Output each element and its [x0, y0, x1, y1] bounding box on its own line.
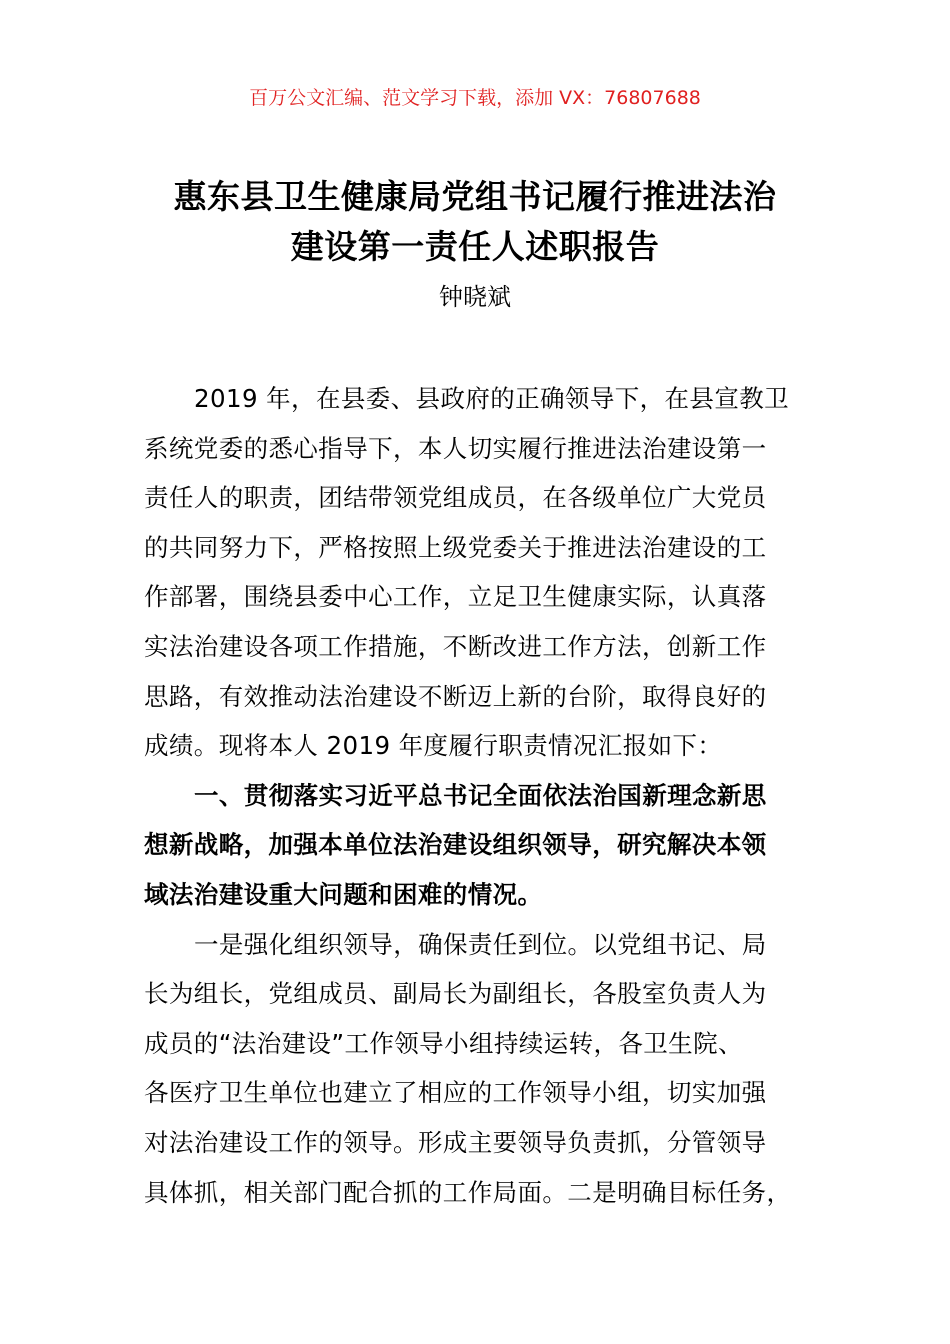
text-line: 系统党委的悉心指导下，本人切实履行推进法治建设第一	[144, 433, 767, 463]
text-line: 责任人的职责，团结带领党组成员，在各级单位广大党员	[144, 483, 767, 513]
text-line: 具体抓，相关部门配合抓的工作局面。二是明确目标任务，	[144, 1177, 792, 1207]
title-line-1: 惠东县卫生健康局党组书记履行推进法治	[173, 177, 777, 216]
text-line: 实法治建设各项工作措施，不断改进工作方法，创新工作	[144, 631, 767, 661]
text-line: 各医疗卫生单位也建立了相应的工作领导小组，切实加强	[144, 1078, 767, 1108]
text-line: 2019 年，在县委、县政府的正确领导下，在县宣教卫	[194, 384, 790, 413]
author-name: 钟晓斌	[439, 283, 511, 311]
text-line: 思路，有效推动法治建设不断迈上新的台阶，取得良好的	[144, 681, 767, 711]
document-title	[120, 172, 830, 272]
document-body	[144, 374, 834, 1217]
text-line: 一是强化组织领导，确保责任到位。以党组书记、局	[194, 929, 767, 959]
heading-line: 想新战略，加强本单位法治建设组织领导，研究解决本领	[144, 830, 767, 860]
paragraph-intro	[144, 374, 834, 771]
text-line: 长为组长，党组成员、副局长为副组长，各股室负责人为	[144, 979, 767, 1009]
title-line-2: 建设第一责任人述职报告	[290, 227, 660, 266]
text-line: 成员的“法治建设”工作领导小组持续运转，各卫生院、	[144, 1028, 743, 1058]
text-line: 的共同努力下，严格按照上级党委关于推进法治建设的工	[144, 532, 767, 562]
watermark-banner: 百万公文汇编、范文学习下载，添加 VX：76807688	[249, 87, 701, 109]
section-heading-1	[144, 771, 834, 920]
text-line: 对法治建设工作的领导。形成主要领导负责抓，分管领导	[144, 1127, 767, 1157]
heading-line: 一、贯彻落实习近平总书记全面依法治国新理念新思	[194, 780, 767, 810]
text-line: 作部署，围绕县委中心工作，立足卫生健康实际，认真落	[144, 582, 767, 612]
paragraph-organization	[144, 920, 834, 1218]
text-line: 成绩。现将本人 2019 年度履行职责情况汇报如下：	[144, 731, 723, 761]
heading-line: 域法治建设重大问题和困难的情况。	[144, 879, 543, 909]
